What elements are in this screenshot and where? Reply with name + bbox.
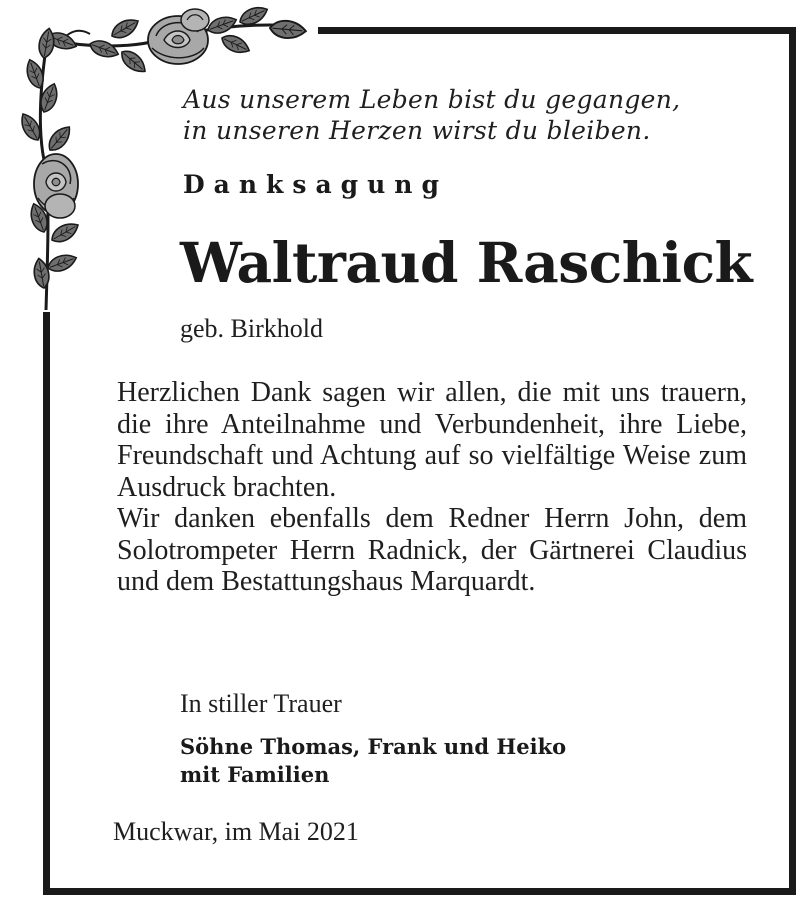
signers <box>180 733 566 789</box>
deceased-maiden-name: geb. Birkhold <box>180 314 323 343</box>
frame-left-border <box>43 312 50 895</box>
signers-line: Söhne Thomas, Frank und Heiko <box>180 734 567 759</box>
motto-line: in unseren Herzen wirst du bleiben. <box>183 116 651 145</box>
signers-line: mit Familien <box>180 762 330 787</box>
notice-heading: Danksagung <box>183 170 448 199</box>
thanks-paragraph: Wir danken ebenfalls dem Redner Herrn John, dem Solotrompeter Herrn Radnick, der Gärtnerei Claudius und dem Bestattungshaus Marquardt. <box>117 503 747 597</box>
deceased-name: Waltraud Raschick <box>180 230 753 295</box>
thanks-paragraph: Herzlichen Dank sagen wir allen, die mit uns trauern, die ihre Anteilnahme und Verbundenheit, ihre Liebe, Freundschaft und Achtung auf so vielfältige Weise zum Ausdruck brachten. <box>117 377 747 503</box>
frame-top-border <box>318 27 796 34</box>
place-and-date: Muckwar, im Mai 2021 <box>113 817 359 846</box>
motto-verse <box>183 84 680 146</box>
thanks-message <box>117 377 747 598</box>
motto-line: Aus unserem Leben bist du gegangen, <box>183 85 681 114</box>
frame-right-border <box>789 27 796 895</box>
closing-phrase: In stiller Trauer <box>180 689 342 718</box>
frame-bottom-border <box>43 888 796 895</box>
